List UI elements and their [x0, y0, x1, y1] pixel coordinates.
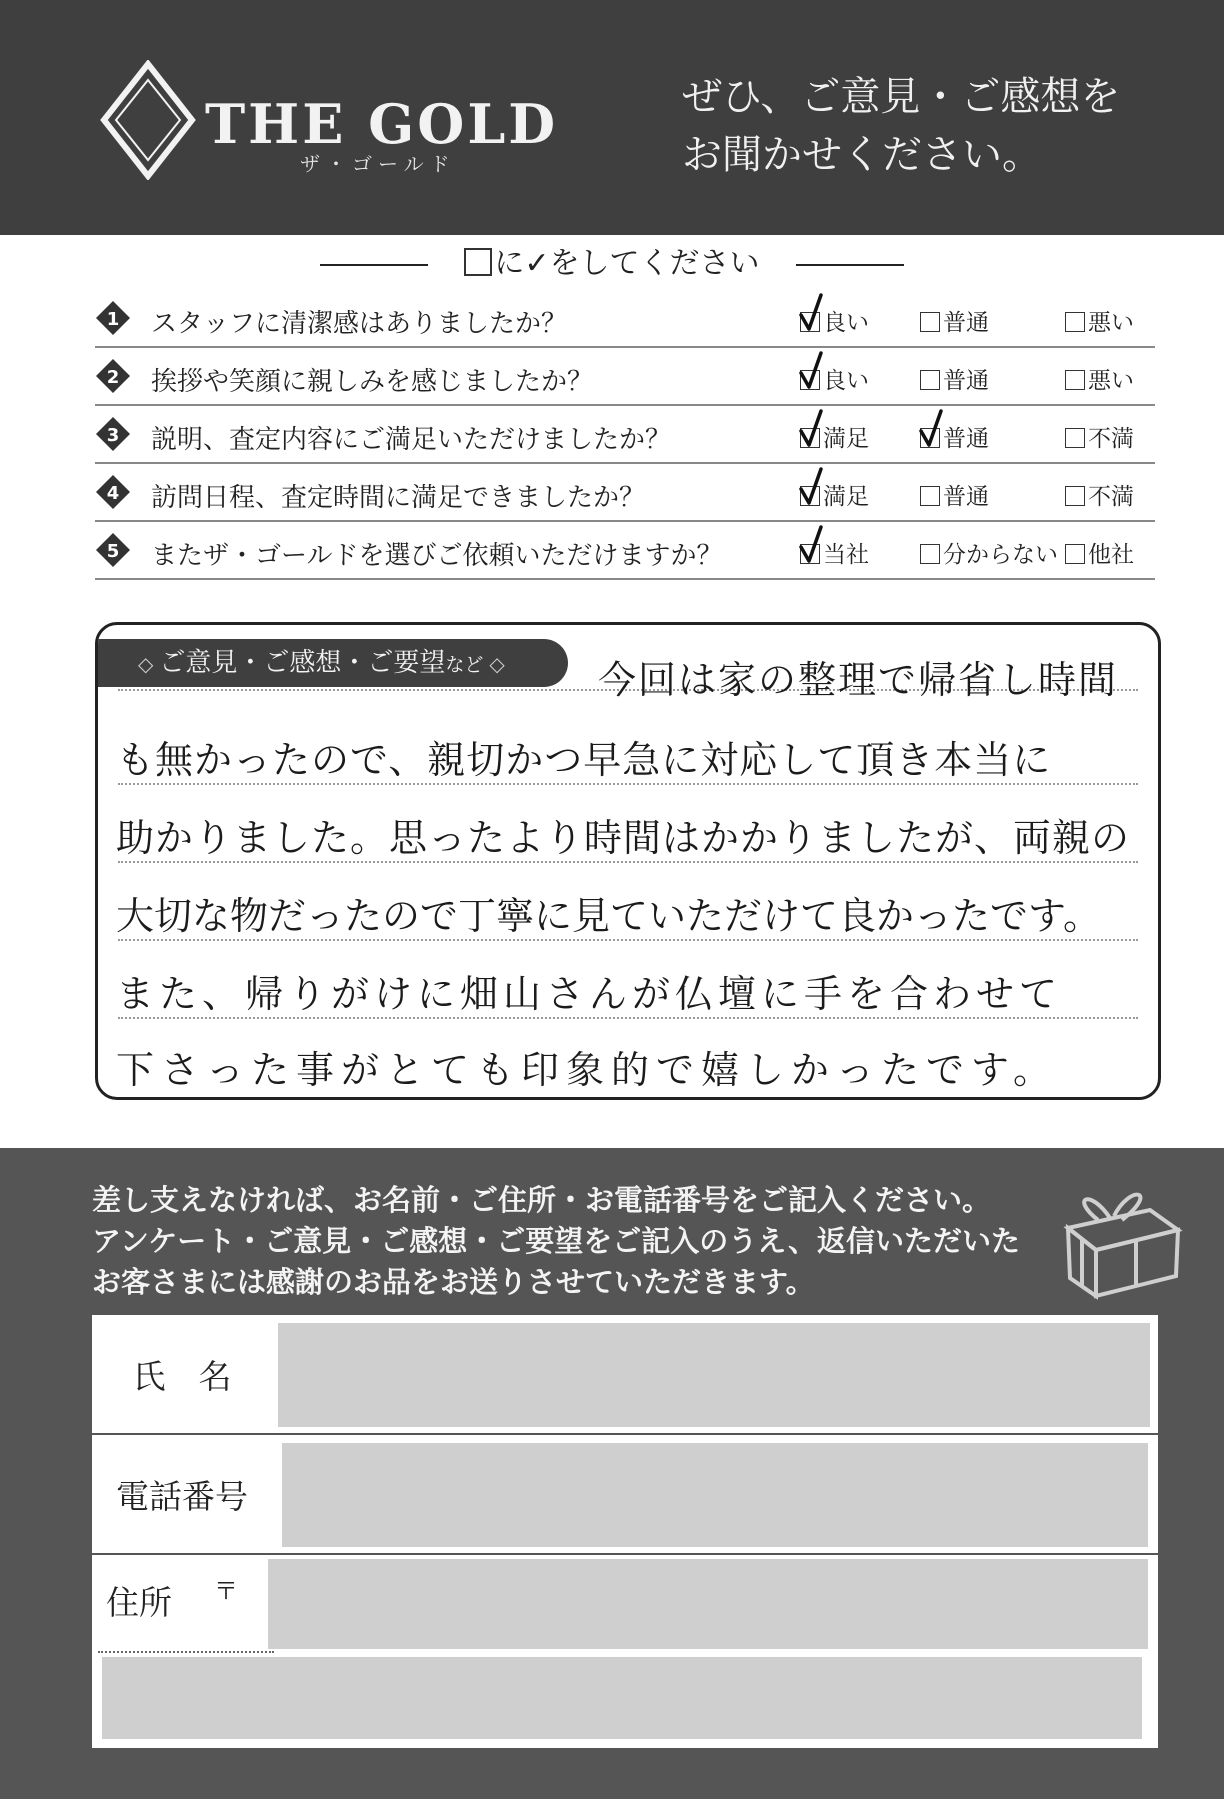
note-line-1: 差し支えなければ、お名前・ご住所・お電話番号をご記入ください。	[92, 1183, 992, 1217]
checkbox[interactable]	[800, 312, 820, 332]
question-text: 説明、査定内容にご満足いただけましたか？	[151, 425, 672, 455]
diamond-logo-icon	[100, 60, 196, 180]
svg-text:5: 5	[106, 541, 120, 562]
check-mark-icon	[799, 293, 831, 333]
postal-mark: 〒	[214, 1577, 238, 1605]
answer-option[interactable]	[1065, 362, 1134, 395]
brand-kana: ザ・ゴールド	[300, 152, 456, 176]
option-label: 他社	[1088, 542, 1134, 568]
question-number-icon	[95, 416, 131, 452]
question-row	[95, 406, 1155, 464]
question-row	[95, 522, 1155, 580]
option-label: 普通	[943, 426, 989, 452]
option-label: 不満	[1088, 484, 1134, 510]
check-mark-icon	[799, 525, 831, 565]
svg-text:2: 2	[106, 367, 120, 388]
handwritten-line: 助かりました。思ったより時間はかかりましたが、両親の	[116, 816, 1131, 860]
checkbox[interactable]	[1065, 370, 1085, 390]
checkbox[interactable]	[800, 428, 820, 448]
svg-text:4: 4	[106, 483, 120, 504]
checkbox-sample-icon	[464, 248, 492, 276]
comment-label-small: など	[445, 654, 484, 676]
checkbox[interactable]	[800, 544, 820, 564]
handwritten-line: 下さった事がとても印象的で嬉しかったです。	[116, 1048, 1058, 1092]
name-label: 氏 名	[132, 1356, 232, 1396]
question-row	[95, 464, 1155, 522]
option-label: 不満	[1088, 426, 1134, 452]
option-label: 満足	[823, 426, 869, 452]
checkbox[interactable]	[920, 428, 940, 448]
checkbox[interactable]	[800, 370, 820, 390]
handwritten-line: も無かったので、親切かつ早急に対応して頂き本当に	[116, 738, 1052, 782]
checkbox[interactable]	[800, 486, 820, 506]
address-label: 住所	[106, 1582, 172, 1622]
divider-right	[796, 264, 904, 266]
option-label: 満足	[823, 484, 869, 510]
question-number-icon	[95, 532, 131, 568]
checkbox[interactable]	[1065, 486, 1085, 506]
address-field-2-redacted[interactable]	[102, 1657, 1142, 1739]
name-field-redacted[interactable]	[278, 1323, 1150, 1427]
option-label: 悪い	[1088, 310, 1134, 336]
name-row	[92, 1315, 1158, 1435]
comment-label	[98, 639, 568, 687]
answer-option[interactable]	[800, 536, 869, 569]
question-row	[95, 348, 1155, 406]
answer-option[interactable]	[920, 478, 989, 511]
check-mark-icon	[799, 409, 831, 449]
answer-option[interactable]	[1065, 536, 1134, 569]
checkbox[interactable]	[920, 312, 940, 332]
answer-option[interactable]	[920, 304, 989, 337]
question-text: スタッフに清潔感はありましたか？	[151, 309, 568, 339]
option-label: 良い	[823, 368, 869, 394]
question-text: 挨拶や笑顔に親しみを感じましたか？	[151, 367, 594, 397]
question-number-icon	[95, 474, 131, 510]
answer-option[interactable]	[920, 536, 1058, 569]
handwritten-line: また、帰りがけに畑山さんが仏壇に手を合わせて	[116, 972, 1063, 1016]
gift-box-icon	[1050, 1168, 1190, 1308]
address-field-redacted[interactable]	[268, 1559, 1148, 1649]
handwritten-line: 今回は家の整理で帰省し時間	[598, 658, 1119, 702]
header-banner	[0, 0, 1224, 235]
question-text: またザ・ゴールドを選びご依頼いただけますか？	[151, 541, 723, 571]
note-line-2: アンケート・ご意見・ご感想・ご要望をご記入のうえ、返信いただいた	[92, 1224, 1021, 1258]
contact-note	[92, 1180, 1072, 1303]
check-mark-icon	[799, 351, 831, 391]
check-mark-icon	[799, 467, 831, 507]
diamond-small-icon: ◇	[138, 652, 154, 676]
svg-text:3: 3	[106, 425, 120, 446]
divider-left	[320, 264, 428, 266]
instruction-prefix: に	[494, 246, 525, 281]
checkbox[interactable]	[920, 370, 940, 390]
answer-option[interactable]	[920, 362, 989, 395]
comment-label-text: ご意見・ご感想・ご要望	[159, 648, 446, 678]
option-label: 普通	[943, 484, 989, 510]
answer-option[interactable]	[800, 478, 869, 511]
question-number-icon	[95, 358, 131, 394]
address-row	[92, 1555, 1158, 1746]
checkbox[interactable]	[1065, 544, 1085, 564]
question-text: 訪問日程、査定時間に満足できましたか？	[151, 483, 646, 513]
answer-option[interactable]	[920, 420, 989, 453]
phone-row	[92, 1435, 1158, 1555]
option-label: 当社	[823, 542, 869, 568]
tagline-line-1: ぜひ、ご意見・ご感想を	[682, 74, 1121, 120]
contact-form	[90, 1313, 1160, 1750]
answer-option[interactable]	[800, 362, 869, 395]
svg-text:1: 1	[106, 309, 120, 330]
checkbox[interactable]	[1065, 428, 1085, 448]
comment-box	[95, 622, 1161, 1100]
checkbox[interactable]	[1065, 312, 1085, 332]
option-label: 普通	[943, 310, 989, 336]
option-label: 普通	[943, 368, 989, 394]
checkbox[interactable]	[920, 486, 940, 506]
option-label: 良い	[823, 310, 869, 336]
instruction-heading	[0, 238, 1224, 282]
brand-name: THE GOLD	[205, 92, 559, 156]
dotted-divider	[98, 1651, 274, 1653]
note-line-3: お客さまには感謝のお品をお送りさせていただきます。	[92, 1265, 815, 1299]
answer-option[interactable]	[1065, 304, 1134, 337]
question-row	[95, 290, 1155, 348]
tagline	[682, 68, 1202, 184]
handwritten-line: 大切な物だったので丁寧に見ていただけて良かったです。	[116, 894, 1101, 938]
answer-option[interactable]	[800, 420, 869, 453]
tagline-line-2: お聞かせください。	[682, 132, 1042, 178]
answer-option[interactable]	[1065, 420, 1134, 453]
phone-label: 電話番号	[116, 1476, 248, 1516]
diamond-small-icon: ◇	[489, 652, 505, 676]
option-label: 悪い	[1088, 368, 1134, 394]
answer-option[interactable]	[1065, 478, 1134, 511]
checkbox[interactable]	[920, 544, 940, 564]
answer-option[interactable]	[800, 304, 869, 337]
check-mark-icon: ✓	[524, 246, 550, 281]
option-label: 分からない	[943, 542, 1058, 568]
instruction-suffix: をしてください	[549, 246, 760, 281]
phone-field-redacted[interactable]	[282, 1443, 1148, 1547]
question-number-icon	[95, 300, 131, 336]
check-mark-icon	[919, 409, 951, 449]
